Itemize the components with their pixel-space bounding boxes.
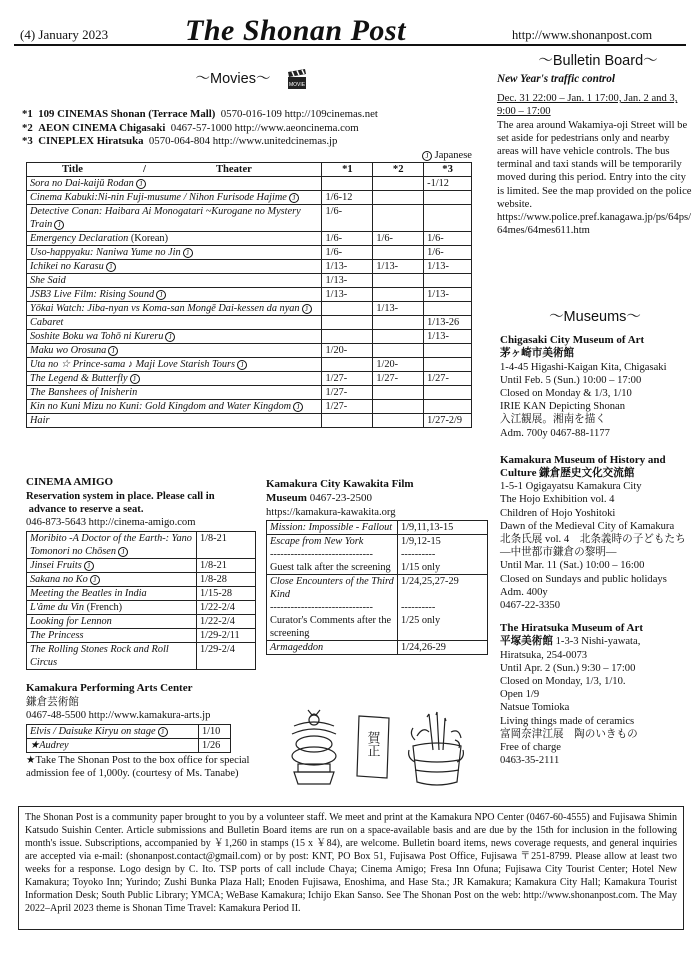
title-cell: Close Encounters of the Third Kind ------------------------------ Curator's Comments after the screening xyxy=(267,574,398,640)
kawakita-section: Kamakura City Kawakita Film Museum 0467-23-2500 https://kamakura-kawakita.org Mission: Impossible - Fallout 1/9,11,13-15 Escape from New York ------------------------------ Guest talk after the screening 1/9,12-15 ---------- 1/15 only Close Encounters of the Third Kind ------------------------------ Curator's Comments after the screening 1/24,25,27-29 ---------- 1/25 only Armageddon 1/24,26-29 xyxy=(266,478,488,655)
showing-date xyxy=(424,344,472,358)
showing-date xyxy=(322,302,373,316)
kpac-jp: 鎌倉芸術館 xyxy=(26,696,79,708)
showing-date: 1/20- xyxy=(322,344,373,358)
showing-date: 1/13- xyxy=(373,302,424,316)
showing-date: 1/13-26 xyxy=(424,316,472,330)
museum-line: Closed on Sundays and public holidays Adm. 400y xyxy=(500,573,667,598)
showing-date: 1/13- xyxy=(424,260,472,274)
showing-date: 1/27- xyxy=(322,372,373,386)
showing-date xyxy=(424,274,472,288)
movies-table xyxy=(26,162,472,428)
museum-line: Closed on Monday, 1/3, 1/10. xyxy=(500,676,626,687)
museum-line: Until Mar. 11 (Sat.) 10:00 – 16:00 xyxy=(500,560,645,572)
showing-date xyxy=(322,358,373,372)
greeting-text: 賀正 xyxy=(365,731,381,757)
showing-date: 1/20- xyxy=(373,358,424,372)
movie-row xyxy=(27,274,472,288)
cinema-list xyxy=(22,108,492,149)
showing-date: 1/22-2/4 xyxy=(197,615,256,629)
cinema-amigo-section xyxy=(26,476,256,670)
title-cell: Soshite Boku wa Tohō ni Kureru J xyxy=(27,330,322,344)
museum-line: 0463-35-2111 xyxy=(500,755,560,767)
movie-row xyxy=(27,330,472,344)
showing-date xyxy=(373,386,424,400)
showing-date: 1/13- xyxy=(322,260,373,274)
showing-date: 1/22-2/4 xyxy=(197,601,256,615)
museum-name: The Hiratsuka Museum of Art xyxy=(500,622,643,635)
showing-date: 1/27- xyxy=(322,400,373,414)
japanese-mark-icon: J xyxy=(118,547,128,557)
showing-date xyxy=(373,191,424,205)
kpac-row xyxy=(27,739,231,753)
museum-line: Closed on Monday & 1/3, 1/10 xyxy=(500,387,632,399)
newspaper-title: The Shonan Post xyxy=(185,14,406,47)
showing-date xyxy=(373,316,424,330)
museum-line: 1-4-45 Higashi-Kaigan Kita, Chigasaki xyxy=(500,361,667,373)
museums-section xyxy=(500,308,690,777)
title-cell: Cinema Kabuki:Ni-nin Fuji-musume / Nihon Furisode Hajime J xyxy=(27,191,322,205)
title-cell: She Said xyxy=(27,274,322,288)
title-cell: The Legend & Butterfly J xyxy=(27,372,322,386)
kawakita-row xyxy=(267,520,488,534)
showing-date xyxy=(322,177,373,191)
japanese-mark-icon: J xyxy=(165,332,175,342)
showing-date xyxy=(373,205,424,232)
amigo-row xyxy=(27,643,256,670)
title-cell: Kin no Kuni Mizu no Kuni: Gold Kingdom and Water Kingdom J xyxy=(27,400,322,414)
showing-date: 1/8-21 xyxy=(197,532,256,559)
movie-row xyxy=(27,414,472,428)
showing-date xyxy=(424,358,472,372)
showing-date xyxy=(424,386,472,400)
bulletin-link[interactable]: https://www.police.pref.kanagawa.jp/ps/64ps/64mes/64mes611.htm xyxy=(497,211,692,237)
bulletin-subhead: New Year's traffic control xyxy=(497,73,615,86)
showing-date: 1/6- xyxy=(322,205,373,232)
title-cell: Elvis / Daisuke Kiryu on stage J xyxy=(27,725,199,739)
showing-date: 1/6- xyxy=(424,232,472,246)
showing-date xyxy=(424,302,472,316)
issue-date: (4) January 2023 xyxy=(20,27,109,42)
showing-date xyxy=(424,400,472,414)
museums-heading: ～Museums～ xyxy=(549,309,641,325)
showing-date: 1/9,12-15 ---------- 1/15 only xyxy=(398,534,488,574)
title-cell: Ichikei no Karasu J xyxy=(27,260,322,274)
title-cell: The Banshees of Inisherin xyxy=(27,386,322,400)
showing-date xyxy=(373,177,424,191)
showing-date xyxy=(373,400,424,414)
showing-date: 1/6-12 xyxy=(322,191,373,205)
showing-date: 1/6- xyxy=(322,232,373,246)
title-cell: Escape from New York ------------------------------ Guest talk after the screening xyxy=(267,534,398,574)
japanese-mark-icon: J xyxy=(158,727,168,737)
museum-line: Natsue Tomioka xyxy=(500,702,570,714)
cinema-item: *3 CINEPLEX Hiratsuka 0570-064-804 http://www.unitedcinemas.jp xyxy=(22,135,338,147)
japanese-mark-icon: J xyxy=(84,561,94,571)
japanese-legend: J Japanese xyxy=(420,149,472,162)
movies-table-header: Title / Theater *1 *2 *3 xyxy=(27,163,472,177)
japanese-mark-icon: J xyxy=(106,262,116,272)
showing-date: 1/29-2/11 xyxy=(197,629,256,643)
museum-line: Living things made of ceramics xyxy=(500,715,635,727)
showing-date xyxy=(373,344,424,358)
movie-row xyxy=(27,316,472,330)
title-cell: Looking for Lennon xyxy=(27,615,197,629)
movie-row xyxy=(27,246,472,260)
amigo-row xyxy=(27,559,256,573)
showing-date xyxy=(373,246,424,260)
title-cell: JSB3 Live Film: Rising Sound J xyxy=(27,288,322,302)
japanese-mark-icon: J xyxy=(237,360,247,370)
bulletin-body: The area around Wakamiya-oji Street will be set aside for pedestrians only and nearby areas will have vehicle controls. The bus terminal and taxi stands will be temporarily moved during this period. Entry into the city is limited. See the map provided on the police website. xyxy=(497,119,692,210)
showing-date: 1/13- xyxy=(373,260,424,274)
showing-date: 1/6- xyxy=(322,246,373,260)
showing-date: 1/8-28 xyxy=(197,573,256,587)
showing-date: 1/10 xyxy=(199,725,231,739)
showing-date: 1/27- xyxy=(322,386,373,400)
museum-name: Kamakura Museum of History and Culture xyxy=(500,453,666,479)
cinema-item: *1 109 CINEMAS Shonan (Terrace Mall) 0570-016-109 http://109cinemas.net xyxy=(22,108,378,120)
kawakita-title: Kamakura City Kawakita Film xyxy=(266,478,414,490)
movie-row xyxy=(27,191,472,205)
museum-line: IRIE KAN Depicting Shonan xyxy=(500,401,626,413)
footer-box xyxy=(18,806,684,930)
title-cell: Armageddon xyxy=(267,640,398,654)
title-cell: Mission: Impossible - Fallout xyxy=(267,520,398,534)
movie-row xyxy=(27,205,472,232)
showing-date: 1/13- xyxy=(322,274,373,288)
amigo-row xyxy=(27,601,256,615)
kagami-mochi-icon xyxy=(284,708,344,786)
museum-line: 富岡奈津江展 陶のいきもの xyxy=(500,728,638,740)
amigo-row xyxy=(27,629,256,643)
museum-jp-name: 鎌倉歴史文化交流館 xyxy=(539,467,635,479)
showing-date xyxy=(373,288,424,302)
showing-date xyxy=(424,191,472,205)
showing-date xyxy=(373,414,424,428)
museum-line: Hiratsuka, 254-0073 xyxy=(500,649,588,661)
amigo-row xyxy=(27,587,256,601)
title-cell: L'âme du Vin (French) xyxy=(27,601,197,615)
museum-line: 0467-22-3350 xyxy=(500,599,561,611)
kawakita-row xyxy=(267,640,488,654)
bulletin-heading: ～Bulletin Board～ xyxy=(538,53,658,69)
japanese-mark-icon: J xyxy=(130,374,140,384)
movie-row xyxy=(27,260,472,274)
title-cell: Meeting the Beatles in India xyxy=(27,587,197,601)
kpac-section xyxy=(26,682,256,781)
cinema-amigo-title: CINEMA AMIGO xyxy=(26,476,114,488)
kpac-title: Kamakura Performing Arts Center xyxy=(26,682,193,694)
showing-date: 1/27- xyxy=(373,372,424,386)
showing-date: 1/13- xyxy=(424,330,472,344)
japanese-mark-icon: J xyxy=(302,304,312,314)
movie-row xyxy=(27,288,472,302)
showing-date xyxy=(373,330,424,344)
showing-date: 1/15-28 xyxy=(197,587,256,601)
bulletin-dates: Dec. 31 22:00 – Jan. 1 17:00, Jan. 2 and 3, 9:00 – 17:00 xyxy=(497,93,678,118)
movie-row xyxy=(27,302,472,316)
showing-date: 1/24,25,27-29 ---------- 1/25 only xyxy=(398,574,488,640)
title-cell: Maku wo Orosuna J xyxy=(27,344,322,358)
japanese-mark-icon: J xyxy=(156,290,166,300)
title-cell: Uso-happyaku: Naniwa Yume no Jin J xyxy=(27,246,322,260)
japanese-mark-icon: J xyxy=(54,220,64,230)
movie-row xyxy=(27,358,472,372)
footer-text: The Shonan Post is a community paper brought to you by a volunteer staff. We meet and print at the Kamakura NPO Center (0467-60-4555) and Fujisawa Shimin Katsudo Suishin Center. Article submissions and Bulletin Board items are run on a space-available basis and are due by the 15th for inclusion in the following month's issue. Subscriptions, accompanied by ￥1,260 in stamps (15 x ￥84), are welcome. Bulletin board items, news coverage requests, and general inquiries are accepted via e-mail: (shonanpost.contact@gmail.com) or by post: KNT, PO Box 51, Fujisawa Post Office, Fujisawa 〒251-8799. Please allow at least two weeks for a response. Logo design by C. Ito. TSP ports of call include Chaya; Cinema Amigo; Fresa Inn Ofuna; Fujisawa City Tourist Center; Hotel New Kamakura; Toyoko Inn; Yurindo; Zushi Bunka Plaza Hall; Enoden Fujisawa, Enoshima, and Hase Sta.; JR Kamakura; Kamakura City Hall; Kamakura Tourist Information Desk; South Public Library; YMCA; WeBase Kamakura; Ichijo Ekan Sanso. See The Shonan Post on the web: http://www.shonanpost.com. The May 2022–April 2023 theme is Shonan Time Travel: Kamakura Period II. xyxy=(25,812,677,914)
kadomatsu-icon xyxy=(405,710,467,790)
museum-jp-name: 茅ヶ崎市美術館 xyxy=(500,348,575,360)
museum-line: The Hojo Exhibition vol. 4 xyxy=(500,494,615,506)
amigo-note: Reservation system in place. Please call in xyxy=(26,490,215,502)
title-cell: Jinsei Fruits J xyxy=(27,559,197,573)
museum-line: Dawn of the Medieval City of Kamakura xyxy=(500,520,675,532)
title-cell: Yōkai Watch: Jiba-nyan vs Koma-san Mongē Dai-kessen da nyan J xyxy=(27,302,322,316)
title-cell: Sakana no Ko J xyxy=(27,573,197,587)
movie-row xyxy=(27,372,472,386)
title-cell: Detective Conan: Haibara Ai Monogatari ~Kurogane no Mystery Train J xyxy=(27,205,322,232)
bulletin-section xyxy=(497,52,693,237)
new-year-greeting-card-icon xyxy=(353,712,395,782)
kawakita-url[interactable]: https://kamakura-kawakita.org xyxy=(266,506,396,518)
svg-text:MOVIE: MOVIE xyxy=(288,82,306,88)
museum-line: 入江観展。湘南を描く xyxy=(500,414,606,426)
amigo-row xyxy=(27,615,256,629)
museum-entry xyxy=(500,334,690,440)
showing-date xyxy=(322,330,373,344)
showing-date: -1/12 xyxy=(424,177,472,191)
japanese-mark-icon: J xyxy=(90,575,100,585)
museum-line: Until Feb. 5 (Sun.) 10:00 – 17:00 xyxy=(500,374,642,386)
cinema-item: *2 AEON CINEMA Chigasaki 0467-57-1000 http://www.aeoncinema.com xyxy=(22,121,359,134)
showing-date xyxy=(424,205,472,232)
title-cell: Moribito -A Doctor of the Earth-: Yano Tomonori no Chōsen J xyxy=(27,532,197,559)
museum-entry: The Hiratsuka Museum of Art 平塚美術館 1-3-3 Nishi-yawata, Hiratsuka, 254-0073 Until Apr. 2 (Sun.) 9:30 – 17:00 Closed on Monday, 1/3, 1/10. Open 1/9 Natsue Tomioka Living things made of ceramics 富岡奈津江展 陶のいきもの Free of charge 0463-35-2111 xyxy=(500,622,690,767)
kpac-contact[interactable]: 0467-48-5500 http://www.kamakura-arts.jp xyxy=(26,709,211,721)
title-cell: The Princess xyxy=(27,629,197,643)
museum-line: Children of Hojo Yoshitoki xyxy=(500,507,616,519)
museum-name: Chigasaki City Museum of Art xyxy=(500,334,645,347)
movie-row xyxy=(27,400,472,414)
showing-date: 1/8-21 xyxy=(197,559,256,573)
movie-row xyxy=(27,386,472,400)
title-cell: The Rolling Stones Rock and Roll Circus xyxy=(27,643,197,670)
title-cell: Sora no Dai-kaijū Rodan J xyxy=(27,177,322,191)
movie-row xyxy=(27,177,472,191)
showing-date: 1/13- xyxy=(322,288,373,302)
japanese-mark-icon: J xyxy=(183,248,193,258)
title-cell: Uta no ☆ Prince-sama ♪ Maji Love Starish Tours J xyxy=(27,358,322,372)
showing-date: 1/26 xyxy=(199,739,231,753)
museum-line: 北条氏展 vol. 4 北条義時の子どもたち―中世都市鎌倉の黎明― xyxy=(500,533,686,559)
showing-date: 1/24,26-29 xyxy=(398,640,488,654)
title-cell: Hair xyxy=(27,414,322,428)
amigo-contact[interactable]: 046-873-5643 http://cinema-amigo.com xyxy=(26,517,196,529)
showing-date: 1/6- xyxy=(424,246,472,260)
title-cell: ★Audrey xyxy=(27,739,199,753)
japanese-mark-icon: J xyxy=(289,193,299,203)
kawakita-row xyxy=(267,574,488,640)
museum-line: 1-5-1 Ogigayatsu Kamakura City xyxy=(500,481,642,493)
showing-date: 1/29-2/4 xyxy=(197,643,256,670)
showing-date: 1/13- xyxy=(424,288,472,302)
showing-date xyxy=(373,274,424,288)
header-url[interactable]: http://www.shonanpost.com xyxy=(512,28,653,42)
title-cell: Emergency Declaration (Korean) xyxy=(27,232,322,246)
museum-line: Free of charge xyxy=(500,742,561,754)
showing-date: 1/27- xyxy=(424,372,472,386)
showing-date: 1/9,11,13-15 xyxy=(398,520,488,534)
showing-date: 1/27-2/9 xyxy=(424,414,472,428)
museum-line: Until Apr. 2 (Sun.) 9:30 – 17:00 xyxy=(500,662,636,674)
kpac-row xyxy=(27,725,231,739)
amigo-note: advance to reserve a seat. xyxy=(26,503,144,515)
kawakita-row xyxy=(267,534,488,574)
movie-row xyxy=(27,344,472,358)
movies-heading: ～Movies～ xyxy=(195,71,271,87)
museum-line: Open 1/9 xyxy=(500,689,540,701)
japanese-mark-icon: J xyxy=(108,346,118,356)
film-clapper-icon xyxy=(286,68,308,92)
amigo-row xyxy=(27,573,256,587)
kpac-note: ★Take The Shonan Post to the box office for special admission fee of 1,000y. (courtesy of Ms. Tanabe) xyxy=(26,755,250,780)
japanese-mark-icon: J xyxy=(293,402,303,412)
showing-date xyxy=(322,414,373,428)
movie-row xyxy=(27,232,472,246)
amigo-row xyxy=(27,532,256,559)
showing-date xyxy=(322,316,373,330)
museum-line: Adm. 700y 0467-88-1177 xyxy=(500,427,610,439)
museum-entry xyxy=(500,454,690,612)
japanese-mark-icon: J xyxy=(136,179,146,189)
showing-date: 1/6- xyxy=(373,232,424,246)
title-cell: Cabaret xyxy=(27,316,322,330)
